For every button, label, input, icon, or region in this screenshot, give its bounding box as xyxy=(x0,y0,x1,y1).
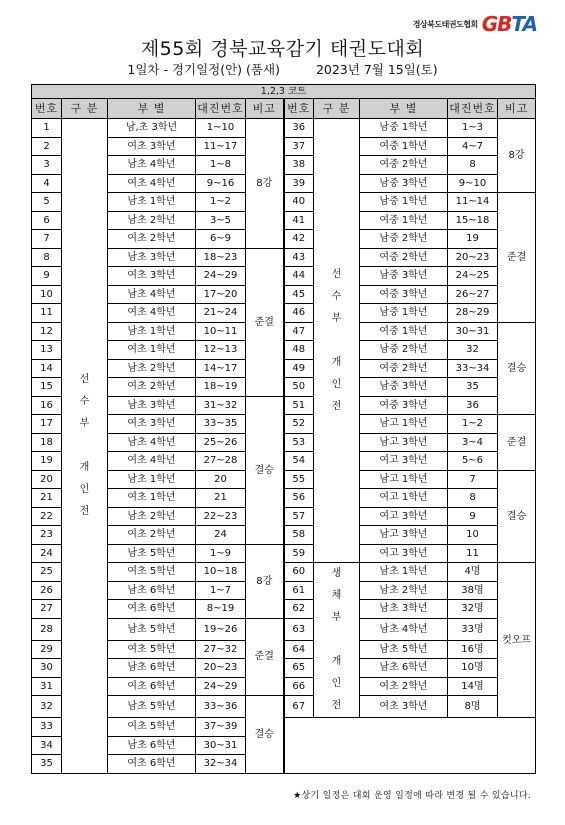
division-cell: 남초 3학년 xyxy=(108,396,196,415)
bracket-cell: 9 xyxy=(448,507,498,526)
bracket-cell: 1~2 xyxy=(448,415,498,434)
page-subtitle xyxy=(0,60,565,78)
category-char: 선 xyxy=(79,373,90,385)
match-number: 7 xyxy=(32,230,62,249)
remark-cell: 8강 xyxy=(246,544,284,618)
table-row xyxy=(32,378,536,397)
division-cell: 여초 5학년 xyxy=(108,640,196,659)
match-number: 33 xyxy=(32,718,62,737)
bracket-cell: 35 xyxy=(448,378,498,397)
remark-cell: 준결 xyxy=(246,618,284,696)
match-number: 19 xyxy=(32,452,62,471)
bracket-cell: 19 xyxy=(448,230,498,249)
logo-mark: GBTA xyxy=(481,12,537,36)
division-cell: 남초 1학년 xyxy=(108,193,196,212)
match-number: 43 xyxy=(284,248,314,267)
category-char: 부 xyxy=(331,312,342,324)
division-cell: 남초 6학년 xyxy=(108,581,196,600)
division-cell: 남초 5학년 xyxy=(108,696,196,718)
column-header: 구 분 xyxy=(314,99,360,119)
match-number: 20 xyxy=(32,470,62,489)
remark-cell: 컷오프 xyxy=(498,563,536,718)
division-cell: 여중 1학년 xyxy=(360,211,448,230)
match-number: 37 xyxy=(284,137,314,156)
division-cell: 남초 1학년 xyxy=(108,470,196,489)
bracket-cell: 7 xyxy=(448,470,498,489)
category-char: 인 xyxy=(331,678,342,689)
category-char: 전 xyxy=(331,400,342,412)
bracket-cell: 32명 xyxy=(448,600,498,619)
division-cell: 여초 4학년 xyxy=(108,304,196,323)
bracket-cell: 8명 xyxy=(448,696,498,718)
match-number: 44 xyxy=(284,267,314,286)
match-number: 36 xyxy=(284,119,314,138)
bracket-cell: 10명 xyxy=(448,659,498,678)
division-cell: 남중 1학년 xyxy=(360,119,448,138)
division-cell: 여초 2학년 xyxy=(108,526,196,545)
category-char: 개 xyxy=(331,356,342,368)
division-cell: 여고 1학년 xyxy=(360,489,448,508)
category-char: 생 xyxy=(331,568,342,579)
table-row xyxy=(32,489,536,508)
bracket-cell: 4~7 xyxy=(448,137,498,156)
division-cell: 남초 2학년 xyxy=(108,507,196,526)
table-row xyxy=(32,718,536,737)
bracket-cell: 38명 xyxy=(448,581,498,600)
bracket-cell: 1~9 xyxy=(196,544,246,563)
division-cell: 남초 2학년 xyxy=(108,359,196,378)
remark-cell: 결승 xyxy=(246,696,284,774)
match-number: 29 xyxy=(32,640,62,659)
bracket-cell: 5~6 xyxy=(448,452,498,471)
division-cell: 남중 1학년 xyxy=(360,304,448,323)
match-number: 31 xyxy=(32,677,62,696)
match-number: 34 xyxy=(32,736,62,755)
table-row xyxy=(32,544,536,563)
division-cell: 여초 2학년 xyxy=(108,378,196,397)
category-char: 개 xyxy=(79,461,90,473)
division-cell: 여초 6학년 xyxy=(108,755,196,774)
match-number: 2 xyxy=(32,137,62,156)
match-number: 9 xyxy=(32,267,62,286)
empty-cell xyxy=(284,718,536,774)
bracket-cell: 1~3 xyxy=(448,119,498,138)
match-number: 55 xyxy=(284,470,314,489)
bracket-cell: 19~26 xyxy=(196,618,246,640)
division-cell: 남고 3학년 xyxy=(360,433,448,452)
table-row xyxy=(32,119,536,138)
bracket-cell: 27~28 xyxy=(196,452,246,471)
division-cell: 여중 2학년 xyxy=(360,156,448,175)
bracket-cell: 20~23 xyxy=(448,248,498,267)
match-number: 59 xyxy=(284,544,314,563)
column-header: 대진번호 xyxy=(196,99,246,119)
match-number: 67 xyxy=(284,696,314,718)
table-row xyxy=(32,677,536,696)
division-cell: 남초 1학년 xyxy=(360,563,448,582)
match-number: 6 xyxy=(32,211,62,230)
bracket-cell: 10~11 xyxy=(196,322,246,341)
bracket-cell: 9~16 xyxy=(196,174,246,193)
match-number: 15 xyxy=(32,378,62,397)
division-cell: 남고 1학년 xyxy=(360,415,448,434)
bracket-cell: 12~13 xyxy=(196,341,246,360)
division-cell: 남초 4학년 xyxy=(360,618,448,640)
schedule-table-wrapper xyxy=(31,84,535,774)
bracket-cell: 1~10 xyxy=(196,119,246,138)
court-header: 1,2,3 코트 xyxy=(32,85,536,99)
bracket-cell: 10~18 xyxy=(196,563,246,582)
bracket-cell: 25~26 xyxy=(196,433,246,452)
table-row xyxy=(32,156,536,175)
match-number: 50 xyxy=(284,378,314,397)
match-number: 16 xyxy=(32,396,62,415)
category-char: 선 xyxy=(331,268,342,280)
bracket-cell: 24 xyxy=(196,526,246,545)
column-header: 부 별 xyxy=(360,99,448,119)
match-number: 57 xyxy=(284,507,314,526)
match-number: 14 xyxy=(32,359,62,378)
division-cell: 남초 4학년 xyxy=(108,156,196,175)
match-number: 41 xyxy=(284,211,314,230)
match-number: 24 xyxy=(32,544,62,563)
table-row xyxy=(32,285,536,304)
column-header-row xyxy=(32,99,536,119)
table-row xyxy=(32,563,536,582)
gbta-logo xyxy=(413,12,537,36)
bracket-cell: 32 xyxy=(448,341,498,360)
match-number: 56 xyxy=(284,489,314,508)
match-number: 3 xyxy=(32,156,62,175)
match-number: 22 xyxy=(32,507,62,526)
match-number: 62 xyxy=(284,600,314,619)
match-number: 52 xyxy=(284,415,314,434)
division-cell: 여초 6학년 xyxy=(108,677,196,696)
division-cell: 남중 2학년 xyxy=(360,230,448,249)
bracket-cell: 36 xyxy=(448,396,498,415)
table-row xyxy=(32,341,536,360)
bracket-cell: 33~34 xyxy=(448,359,498,378)
bracket-cell: 6~9 xyxy=(196,230,246,249)
remark-cell: 준결 xyxy=(498,193,536,323)
schedule-table xyxy=(31,84,536,774)
bracket-cell: 14명 xyxy=(448,677,498,696)
match-number: 47 xyxy=(284,322,314,341)
bracket-cell: 1~7 xyxy=(196,581,246,600)
division-cell: 여초 5학년 xyxy=(108,563,196,582)
match-number: 10 xyxy=(32,285,62,304)
subtitle-date: 2023년 7월 15일(토) xyxy=(315,62,438,77)
bracket-cell: 8 xyxy=(448,156,498,175)
bracket-cell: 18~23 xyxy=(196,248,246,267)
match-number: 12 xyxy=(32,322,62,341)
category-cell xyxy=(62,119,108,774)
match-number: 51 xyxy=(284,396,314,415)
division-cell: 여초 1학년 xyxy=(108,341,196,360)
match-number: 30 xyxy=(32,659,62,678)
bracket-cell: 37~39 xyxy=(196,718,246,737)
division-cell: 여고 3학년 xyxy=(360,507,448,526)
division-cell: 남고 1학년 xyxy=(360,470,448,489)
table-row xyxy=(32,230,536,249)
match-number: 39 xyxy=(284,174,314,193)
bracket-cell: 17~20 xyxy=(196,285,246,304)
remark-cell: 8강 xyxy=(498,119,536,193)
division-cell: 여중 2학년 xyxy=(360,248,448,267)
bracket-cell: 31~32 xyxy=(196,396,246,415)
division-cell: 여중 3학년 xyxy=(360,285,448,304)
bracket-cell: 1~8 xyxy=(196,156,246,175)
remark-cell: 8강 xyxy=(246,119,284,249)
division-cell: 남,초 3학년 xyxy=(108,119,196,138)
column-header: 구 분 xyxy=(62,99,108,119)
division-cell: 여초 2학년 xyxy=(108,230,196,249)
match-number: 4 xyxy=(32,174,62,193)
match-number: 28 xyxy=(32,618,62,640)
division-cell: 남중 1학년 xyxy=(360,193,448,212)
table-row xyxy=(32,696,536,718)
bracket-cell: 21 xyxy=(196,489,246,508)
division-cell: 남초 6학년 xyxy=(108,736,196,755)
match-number: 26 xyxy=(32,581,62,600)
bracket-cell: 30~31 xyxy=(196,736,246,755)
match-number: 42 xyxy=(284,230,314,249)
table-row xyxy=(32,359,536,378)
subtitle-schedule: 1일차 - 경기일정(안) (품새) xyxy=(127,62,280,77)
division-cell: 여중 2학년 xyxy=(360,359,448,378)
division-cell: 남초 5학년 xyxy=(108,544,196,563)
table-row xyxy=(32,452,536,471)
match-number: 17 xyxy=(32,415,62,434)
bracket-cell: 21~24 xyxy=(196,304,246,323)
match-number: 38 xyxy=(284,156,314,175)
category-char: 체 xyxy=(331,590,342,601)
division-cell: 남초 6학년 xyxy=(360,659,448,678)
bracket-cell: 24~29 xyxy=(196,677,246,696)
bracket-cell: 8~19 xyxy=(196,600,246,619)
division-cell: 남고 3학년 xyxy=(360,526,448,545)
table-row xyxy=(32,618,536,640)
division-cell: 남중 3학년 xyxy=(360,378,448,397)
category-char: 인 xyxy=(79,483,90,495)
match-number: 48 xyxy=(284,341,314,360)
match-number: 32 xyxy=(32,696,62,718)
category-char: 전 xyxy=(331,700,342,711)
column-header: 비고 xyxy=(498,99,536,119)
column-header: 비고 xyxy=(246,99,284,119)
bracket-cell: 14~17 xyxy=(196,359,246,378)
match-number: 27 xyxy=(32,600,62,619)
match-number: 54 xyxy=(284,452,314,471)
category-cell xyxy=(314,563,360,718)
bracket-cell: 16명 xyxy=(448,640,498,659)
bracket-cell: 11~17 xyxy=(196,137,246,156)
match-number: 11 xyxy=(32,304,62,323)
match-number: 23 xyxy=(32,526,62,545)
division-cell: 여초 3학년 xyxy=(108,267,196,286)
bracket-cell: 8 xyxy=(448,489,498,508)
bracket-cell: 4명 xyxy=(448,563,498,582)
category-cell xyxy=(314,119,360,563)
division-cell: 여중 1학년 xyxy=(360,322,448,341)
division-cell: 여초 4학년 xyxy=(108,452,196,471)
match-number: 63 xyxy=(284,618,314,640)
remark-cell: 준결 xyxy=(246,248,284,396)
division-cell: 남초 3학년 xyxy=(108,248,196,267)
table-row xyxy=(32,193,536,212)
division-cell: 여고 3학년 xyxy=(360,544,448,563)
table-row xyxy=(32,267,536,286)
match-number: 1 xyxy=(32,119,62,138)
page-title: 제55회 경북교육감기 태권도대회 xyxy=(140,38,425,60)
category-char: 수 xyxy=(331,290,342,302)
category-char: 인 xyxy=(331,378,342,390)
bracket-cell: 26~27 xyxy=(448,285,498,304)
match-number: 49 xyxy=(284,359,314,378)
bracket-cell: 18~19 xyxy=(196,378,246,397)
table-row xyxy=(32,507,536,526)
category-char: 부 xyxy=(79,417,90,429)
bracket-cell: 24~29 xyxy=(196,267,246,286)
category-char: 부 xyxy=(331,612,342,623)
match-number: 21 xyxy=(32,489,62,508)
match-number: 8 xyxy=(32,248,62,267)
match-number: 5 xyxy=(32,193,62,212)
table-row xyxy=(32,581,536,600)
bracket-cell: 10 xyxy=(448,526,498,545)
bracket-cell: 33~36 xyxy=(196,696,246,718)
table-row xyxy=(32,433,536,452)
match-number: 18 xyxy=(32,433,62,452)
bracket-cell: 20~23 xyxy=(196,659,246,678)
division-cell: 여초 3학년 xyxy=(360,696,448,718)
division-cell: 여고 3학년 xyxy=(360,452,448,471)
match-number: 58 xyxy=(284,526,314,545)
logo-org-name: 경상북도태권도협회 xyxy=(412,19,478,29)
division-cell: 남초 4학년 xyxy=(108,433,196,452)
table-row xyxy=(32,600,536,619)
remark-cell: 준결 xyxy=(498,415,536,471)
division-cell: 남초 2학년 xyxy=(360,581,448,600)
bracket-cell: 28~29 xyxy=(448,304,498,323)
division-cell: 여초 5학년 xyxy=(108,718,196,737)
division-cell: 여초 3학년 xyxy=(108,415,196,434)
table-row xyxy=(32,304,536,323)
table-row xyxy=(32,640,536,659)
table-row xyxy=(32,659,536,678)
bracket-cell: 24~25 xyxy=(448,267,498,286)
bracket-cell: 11 xyxy=(448,544,498,563)
match-number: 61 xyxy=(284,581,314,600)
bracket-cell: 33명 xyxy=(448,618,498,640)
category-char: 개 xyxy=(331,656,342,667)
schedule-body xyxy=(32,119,536,774)
division-cell: 여초 3학년 xyxy=(108,137,196,156)
division-cell: 남초 1학년 xyxy=(108,322,196,341)
division-cell: 여초 1학년 xyxy=(108,489,196,508)
division-cell: 여중 1학년 xyxy=(360,137,448,156)
match-number: 53 xyxy=(284,433,314,452)
remark-cell: 결승 xyxy=(498,322,536,415)
category-char: 수 xyxy=(79,395,90,407)
match-number: 65 xyxy=(284,659,314,678)
division-cell: 남중 2학년 xyxy=(360,341,448,360)
bracket-cell: 11~14 xyxy=(448,193,498,212)
match-number: 13 xyxy=(32,341,62,360)
table-row xyxy=(32,322,536,341)
table-row xyxy=(32,415,536,434)
footnote: ★상기 일정은 대회 운영 일정에 따라 변경 될 수 있습니다. xyxy=(293,791,531,801)
division-cell: 남초 4학년 xyxy=(108,285,196,304)
bracket-cell: 20 xyxy=(196,470,246,489)
table-row xyxy=(32,174,536,193)
division-cell: 남초 6학년 xyxy=(108,659,196,678)
bracket-cell: 32~34 xyxy=(196,755,246,774)
division-cell: 여초 6학년 xyxy=(108,600,196,619)
division-cell: 남초 5학년 xyxy=(360,640,448,659)
division-cell: 남초 3학년 xyxy=(360,600,448,619)
match-number: 66 xyxy=(284,677,314,696)
bracket-cell: 15~18 xyxy=(448,211,498,230)
division-cell: 여초 4학년 xyxy=(108,174,196,193)
column-header: 대진번호 xyxy=(448,99,498,119)
bracket-cell: 33~35 xyxy=(196,415,246,434)
division-cell: 남초 5학년 xyxy=(108,618,196,640)
table-row xyxy=(32,526,536,545)
division-cell: 여초 2학년 xyxy=(360,677,448,696)
bracket-cell: 1~2 xyxy=(196,193,246,212)
bracket-cell: 30~31 xyxy=(448,322,498,341)
bracket-cell: 3~4 xyxy=(448,433,498,452)
remark-cell: 결승 xyxy=(246,396,284,544)
match-number: 25 xyxy=(32,563,62,582)
column-header: 부 별 xyxy=(108,99,196,119)
remark-cell: 결승 xyxy=(498,470,536,563)
bracket-cell: 3~5 xyxy=(196,211,246,230)
match-number: 64 xyxy=(284,640,314,659)
match-number: 35 xyxy=(32,755,62,774)
match-number: 45 xyxy=(284,285,314,304)
match-number: 60 xyxy=(284,563,314,582)
division-cell: 여중 3학년 xyxy=(360,396,448,415)
bracket-cell: 22~23 xyxy=(196,507,246,526)
division-cell: 남중 3학년 xyxy=(360,267,448,286)
bracket-cell: 27~32 xyxy=(196,640,246,659)
match-number: 40 xyxy=(284,193,314,212)
division-cell: 남초 2학년 xyxy=(108,211,196,230)
column-header: 번호 xyxy=(32,99,62,119)
table-row xyxy=(32,137,536,156)
table-row xyxy=(32,470,536,489)
table-row xyxy=(32,248,536,267)
table-row xyxy=(32,211,536,230)
table-row xyxy=(32,396,536,415)
bracket-cell: 9~10 xyxy=(448,174,498,193)
division-cell: 남중 3학년 xyxy=(360,174,448,193)
match-number: 46 xyxy=(284,304,314,323)
category-char: 전 xyxy=(79,505,90,517)
column-header: 번호 xyxy=(284,99,314,119)
